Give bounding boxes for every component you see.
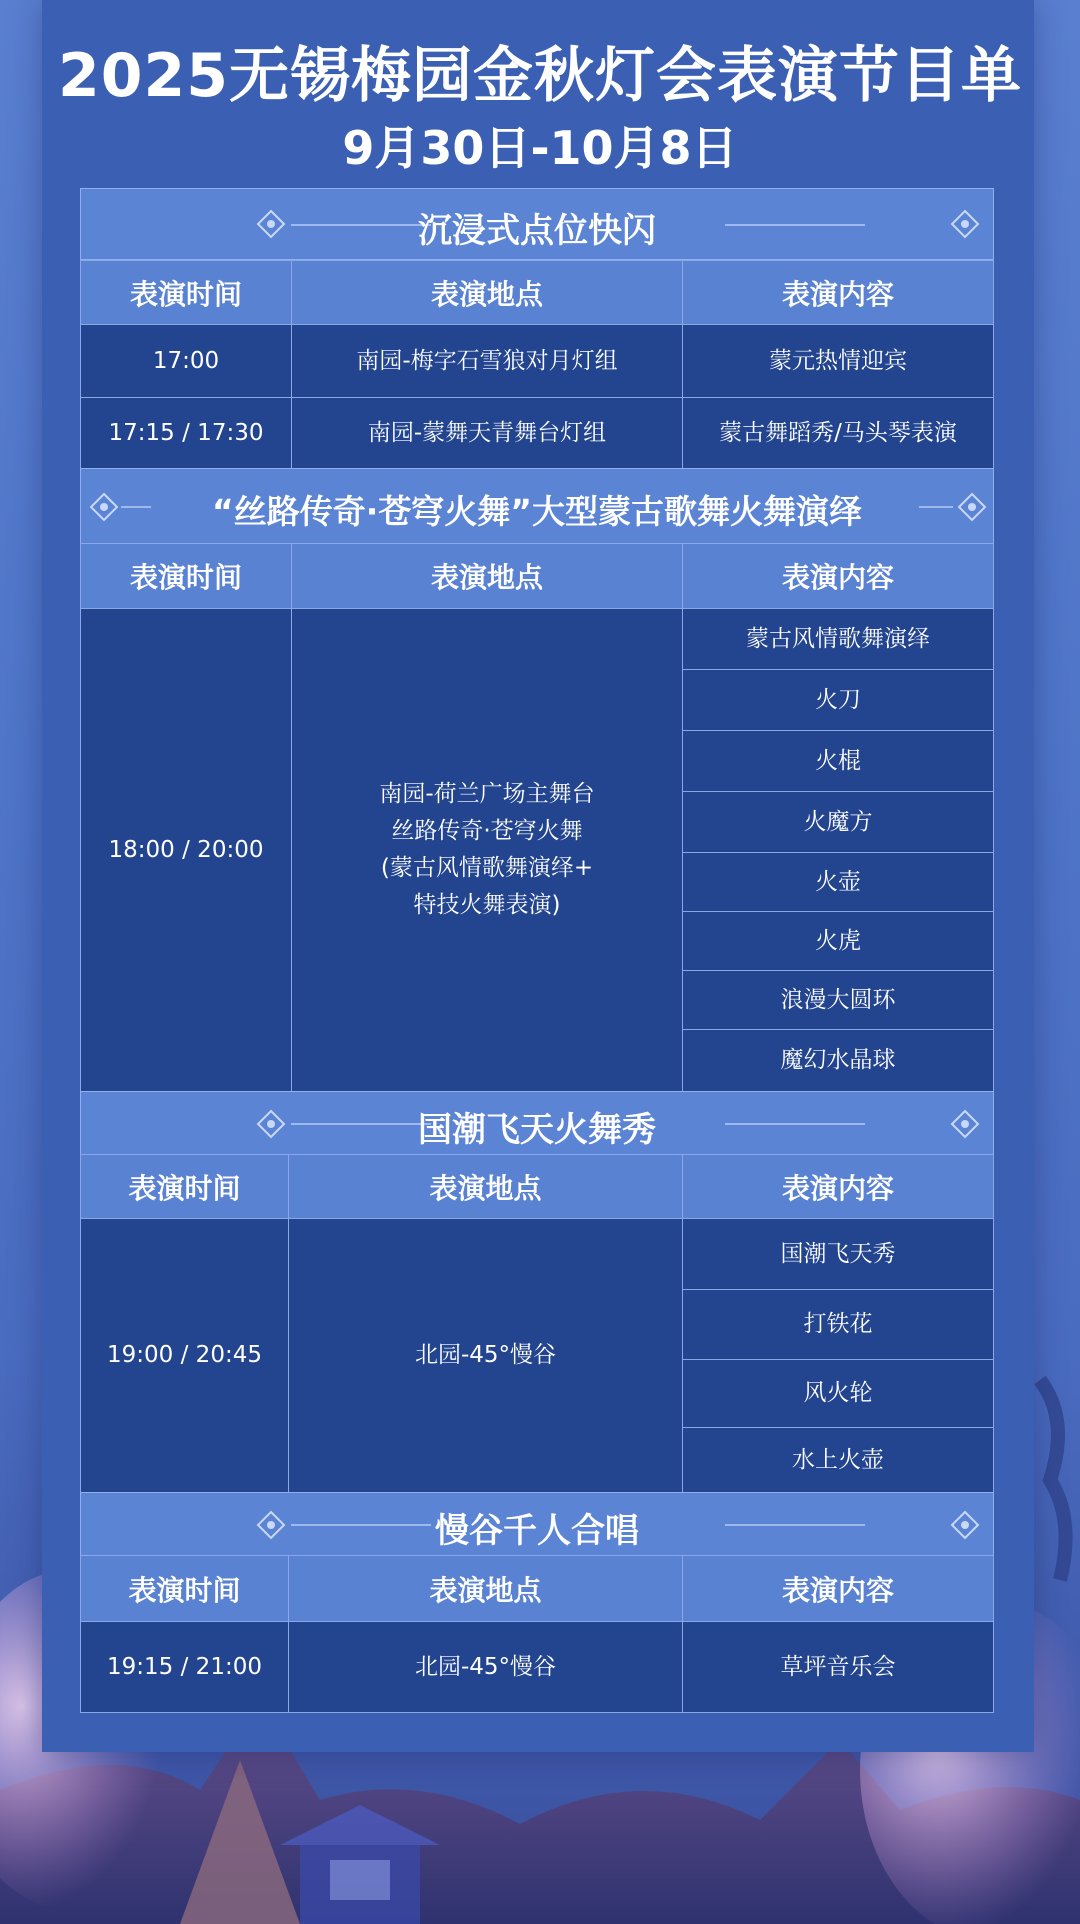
cell-content: 火棍 <box>682 730 994 792</box>
cell-content: 打铁花 <box>682 1289 994 1360</box>
header-content: 表演内容 <box>682 543 994 609</box>
header-place: 表演地点 <box>288 1154 683 1219</box>
place-line: (蒙古风情歌舞演绎+ <box>380 855 594 881</box>
section-title: “丝路传奇·苍穹火舞”大型蒙古歌舞火舞演绎 <box>212 492 862 531</box>
section-title: 慢谷千人合唱 <box>435 1511 639 1551</box>
cell-place: 北园-45°慢谷 <box>288 1621 683 1713</box>
header-content: 表演内容 <box>682 1154 994 1219</box>
table-header-row <box>80 260 994 325</box>
diamond-ornament-icon <box>950 209 980 239</box>
table-row <box>80 1621 994 1713</box>
table-row <box>80 324 994 398</box>
date-range: 9月30日-10月8日 <box>342 121 738 175</box>
header-time: 表演时间 <box>80 1555 289 1622</box>
cell-content: 国潮飞天秀 <box>682 1218 994 1290</box>
section-header-3 <box>80 1091 994 1155</box>
header-time: 表演时间 <box>80 543 292 609</box>
section-header-1 <box>80 188 994 260</box>
cell-content: 火刀 <box>682 669 994 731</box>
cell-content: 火虎 <box>682 911 994 971</box>
table-row <box>80 608 994 1092</box>
page-title: 2025无锡梅园金秋灯会表演节目单 <box>58 41 1022 111</box>
table-header-row <box>80 1555 994 1622</box>
cell-content: 蒙古风情歌舞演绎 <box>682 608 994 670</box>
header-time: 表演时间 <box>80 1154 289 1219</box>
cell-time: 17:15 / 17:30 <box>80 397 292 469</box>
diamond-ornament-icon <box>957 492 987 522</box>
cell-content: 水上火壶 <box>682 1427 994 1493</box>
table-row <box>80 1218 994 1493</box>
cell-place: 北园-45°慢谷 <box>288 1218 683 1493</box>
section-header-4 <box>80 1492 994 1556</box>
place-line: 南园-荷兰广场主舞台 <box>379 781 595 807</box>
diamond-ornament-icon <box>950 1109 980 1139</box>
header-content: 表演内容 <box>682 1555 994 1622</box>
section-title: 国潮飞天火舞秀 <box>418 1110 656 1150</box>
cell-content: 火壶 <box>682 852 994 912</box>
cell-content: 火魔方 <box>682 791 994 853</box>
cell-content: 蒙古舞蹈秀/马头琴表演 <box>682 397 994 469</box>
cell-place: 南园-梅字石雪狼对月灯组 <box>291 324 683 398</box>
header-content: 表演内容 <box>682 260 994 325</box>
cell-content: 蒙元热情迎宾 <box>682 324 994 398</box>
section-header-2 <box>80 468 994 544</box>
diamond-ornament-icon <box>950 1510 980 1540</box>
cell-place <box>291 608 683 1092</box>
table-row <box>80 397 994 469</box>
cell-content: 浪漫大圆环 <box>682 970 994 1030</box>
place-line: 丝路传奇·苍穹火舞 <box>391 818 583 844</box>
header-place: 表演地点 <box>291 260 683 325</box>
header-time: 表演时间 <box>80 260 292 325</box>
cell-content: 魔幻水晶球 <box>682 1029 994 1092</box>
header-place: 表演地点 <box>291 543 683 609</box>
table-header-row <box>80 1154 994 1219</box>
cell-content: 风火轮 <box>682 1359 994 1428</box>
cell-time: 19:15 / 21:00 <box>80 1621 289 1713</box>
cell-place: 南园-蒙舞天青舞台灯组 <box>291 397 683 469</box>
header-place: 表演地点 <box>288 1555 683 1622</box>
cell-time: 18:00 / 20:00 <box>80 608 292 1092</box>
section-title: 沉浸式点位快闪 <box>418 211 656 251</box>
cell-time: 17:00 <box>80 324 292 398</box>
place-line: 特技火舞表演) <box>413 892 561 918</box>
table-header-row <box>80 543 994 609</box>
cell-content: 草坪音乐会 <box>682 1621 994 1713</box>
cell-time: 19:00 / 20:45 <box>80 1218 289 1493</box>
